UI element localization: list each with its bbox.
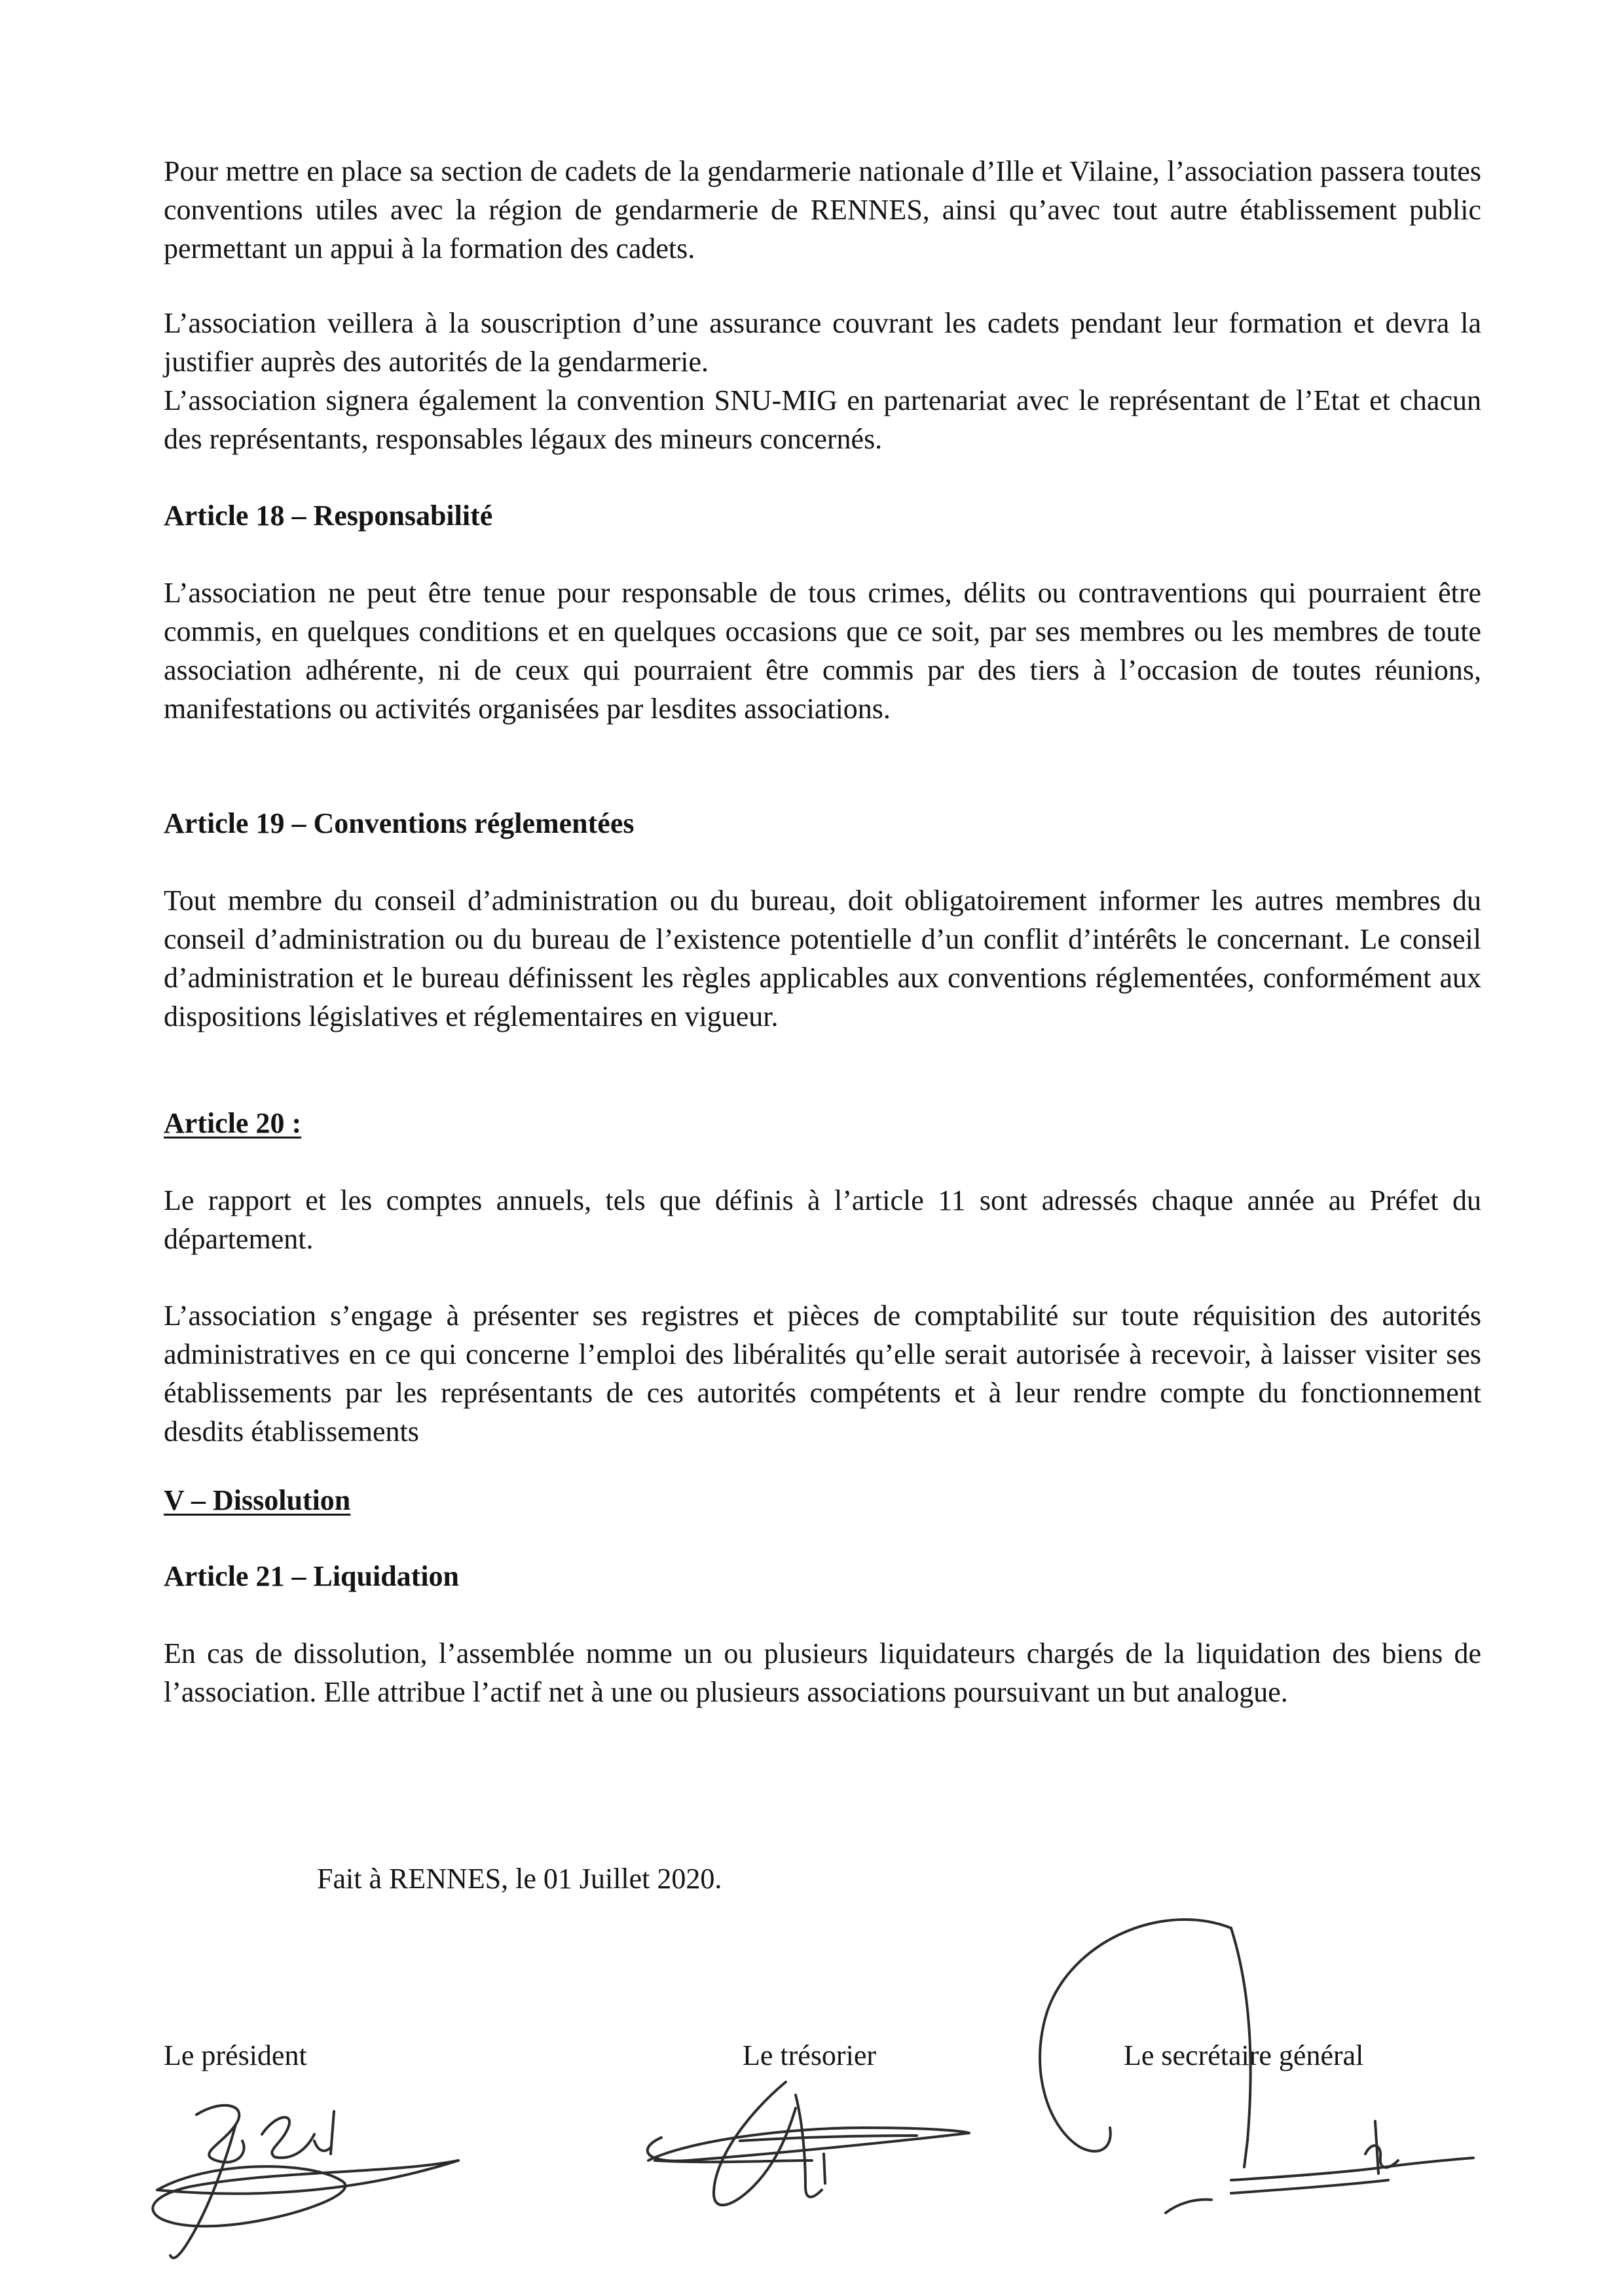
signatory-secretary-label: Le secrétaire général bbox=[1124, 2039, 1364, 2071]
article-19-text: Tout membre du conseil d’administration ou du bureau, doit obligatoirement informer les autres membres du conseil d’administration ou du bureau de l’existence potentielle d’un conflit d’intérêts le concernant. Le conseil d’administration et le bureau définissent les règles applicables aux conventions réglementées, conformément aux dispositions législatives et réglementaires en vigueur. bbox=[164, 884, 1481, 1032]
article-21-heading: Article 21 – Liquidation bbox=[164, 1560, 460, 1592]
signatory-president-label: Le président bbox=[164, 2039, 307, 2071]
signatory-treasurer-label: Le trésorier bbox=[743, 2039, 876, 2071]
article-20-paragraph-1: Le rapport et les comptes annuels, tels que définis à l’article 11 sont adressés chaque année au Préfet du département. bbox=[164, 1184, 1481, 1255]
intro-paragraph-2: L’association veillera à la souscription d’une assurance couvrant les cadets pendant leur formation et devra la justifier auprès des autorités de la gendarmerie. bbox=[164, 307, 1481, 378]
intro-paragraph-1: Pour mettre en place sa section de cadets de la gendarmerie nationale d’Ille et Vilaine, l’association passera toutes conventions utiles avec la région de gendarmerie de RENNES, ainsi qu’avec tout autre établissement public permettant un appui à la formation des cadets. bbox=[164, 155, 1481, 264]
article-21-text: En cas de dissolution, l’assemblée nomme un ou plusieurs liquidateurs chargés de la liquidation des biens de l’association. Elle attribue l’actif net à une ou plusieurs associations poursuivant un but analogue. bbox=[164, 1637, 1481, 1708]
article-20-heading: Article 20 : bbox=[164, 1107, 302, 1139]
article-19-heading: Article 19 – Conventions réglementées bbox=[164, 807, 635, 839]
intro-paragraph-3: L’association signera également la convention SNU-MIG en partenariat avec le représentant de l’Etat et chacun des représentants, responsables légaux des mineurs concernés. bbox=[164, 384, 1481, 455]
section-5-heading: V – Dissolution bbox=[164, 1484, 351, 1516]
article-18-text: L’association ne peut être tenue pour responsable de tous crimes, délits ou contraventions qui pourraient être commis, en quelques conditions et en quelques occasions que ce soit, par ses membres ou les membres de toute association adhérente, ni de ceux qui pourraient être commis par des tiers à l’occasion de toutes réunions, manifestations ou activités organisées par lesdites associations. bbox=[164, 577, 1481, 725]
article-20-paragraph-2: L’association s’engage à présenter ses registres et pièces de comptabilité sur toute réquisition des autorités administratives en ce qui concerne l’emploi des libéralités qu’elle serait autorisée à recevoir, à laisser visiter ses établissements par les représentants de ces autorités compétents et à leur rendre compte du fonctionnement desdits établissements bbox=[164, 1300, 1481, 1448]
article-18-heading: Article 18 – Responsabilité bbox=[164, 500, 493, 532]
place-and-date: Fait à RENNES, le 01 Juillet 2020. bbox=[317, 1863, 722, 1895]
